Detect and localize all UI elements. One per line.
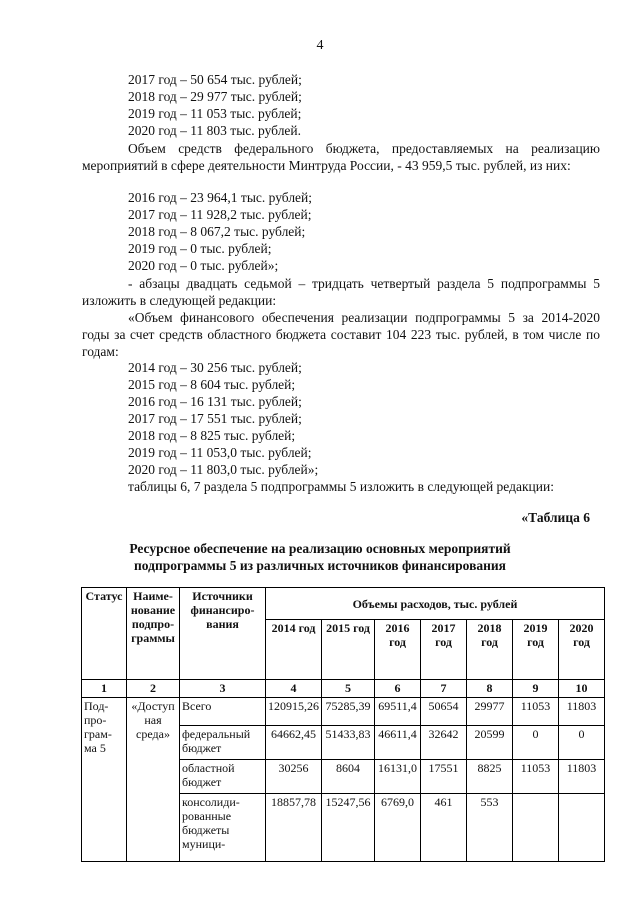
header-subprogram-name: Наиме- нование подпро- граммы: [127, 588, 180, 680]
value-cell: 50654: [421, 698, 467, 726]
value-cell: 11803: [559, 698, 605, 726]
header-year: 2014 год: [266, 620, 322, 680]
column-number: 5: [322, 680, 375, 698]
paragraph-federal-budget: Объем средств федерального бюджета, предоставляемых на реализацию мероприятий в сфере деятельности Минтруда России, - 43 959,5 тыс. рублей, из них:: [82, 141, 600, 173]
value-cell: 15247,56: [322, 794, 375, 862]
header-year: 2016 год: [375, 620, 421, 680]
value-cell: 16131,0: [375, 760, 421, 794]
value-cell: 75285,39: [322, 698, 375, 726]
value-cell: 0: [513, 726, 559, 760]
value-cell: 29977: [467, 698, 513, 726]
header-year: 2015 год: [322, 620, 375, 680]
list-item: 2017 год – 50 654 тыс. рублей;: [128, 72, 302, 87]
header-funding-sources: Источники финансиро- вания: [180, 588, 266, 680]
list-item: 2017 год – 11 928,2 тыс. рублей;: [128, 207, 312, 222]
header-status: Статус: [82, 588, 127, 680]
status-cell: Под- про- грам- ма 5: [82, 698, 127, 862]
source-cell: областной бюджет: [180, 760, 266, 794]
column-number: 2: [127, 680, 180, 698]
table-title-line: Ресурсное обеспечение на реализацию основных мероприятий: [129, 541, 511, 556]
list-item: 2014 год – 30 256 тыс. рублей;: [128, 360, 302, 375]
value-cell: 18857,78: [266, 794, 322, 862]
column-number: 8: [467, 680, 513, 698]
list-item: 2016 год – 23 964,1 тыс. рублей;: [128, 190, 313, 205]
value-cell: 11053: [513, 698, 559, 726]
header-year: 2020 год: [559, 620, 605, 680]
value-cell: 11803: [559, 760, 605, 794]
value-cell: 17551: [421, 760, 467, 794]
header-year: 2019 год: [513, 620, 559, 680]
header-year: 2018 год: [467, 620, 513, 680]
value-cell: 46611,4: [375, 726, 421, 760]
value-cell: 0: [559, 726, 605, 760]
header-year: 2017 год: [421, 620, 467, 680]
resource-table: [81, 587, 605, 862]
paragraph-tables: таблицы 6, 7 раздела 5 подпрограммы 5 изложить в следующей редакции:: [128, 479, 554, 494]
list-item: 2019 год – 11 053,0 тыс. рублей;: [128, 445, 312, 460]
list-item: 2017 год – 17 551 тыс. рублей;: [128, 411, 302, 426]
paragraph-amendment: - абзацы двадцать седьмой – тридцать четвертый раздела 5 подпрограммы 5 изложить в следующей редакции:: [82, 276, 600, 308]
list-item: 2019 год – 11 053 тыс. рублей;: [128, 106, 302, 121]
table-title: [0, 540, 640, 574]
column-number: 3: [180, 680, 266, 698]
column-number: 9: [513, 680, 559, 698]
list-item: 2015 год – 8 604 тыс. рублей;: [128, 377, 296, 392]
subprogram-name-cell: «Доступ ная среда»: [127, 698, 180, 862]
column-number: 1: [82, 680, 127, 698]
value-cell: 51433,83: [322, 726, 375, 760]
column-number: 7: [421, 680, 467, 698]
value-cell: 8604: [322, 760, 375, 794]
table-title-line: подпрограммы 5 из различных источников финансирования: [134, 558, 506, 573]
list-item: 2018 год – 8 825 тыс. рублей;: [128, 428, 296, 443]
source-cell: федеральный бюджет: [180, 726, 266, 760]
value-cell: 32642: [421, 726, 467, 760]
column-number: 6: [375, 680, 421, 698]
value-cell: 11053: [513, 760, 559, 794]
value-cell: 6769,0: [375, 794, 421, 862]
value-cell: [513, 794, 559, 862]
source-cell: консолиди- рованные бюджеты муници-: [180, 794, 266, 862]
value-cell: 8825: [467, 760, 513, 794]
header-volumes: Объемы расходов, тыс. рублей: [266, 588, 605, 620]
value-cell: 64662,45: [266, 726, 322, 760]
source-cell: Всего: [180, 698, 266, 726]
value-cell: 20599: [467, 726, 513, 760]
table-row: [82, 698, 605, 726]
list-item: 2019 год – 0 тыс. рублей;: [128, 241, 272, 256]
list-item: 2016 год – 16 131 тыс. рублей;: [128, 394, 302, 409]
value-cell: 69511,4: [375, 698, 421, 726]
value-cell: 461: [421, 794, 467, 862]
column-number: 10: [559, 680, 605, 698]
page-number: 4: [316, 38, 324, 53]
column-number: 4: [266, 680, 322, 698]
value-cell: 30256: [266, 760, 322, 794]
list-item: 2020 год – 11 803 тыс. рублей.: [128, 123, 302, 138]
list-item: 2020 год – 0 тыс. рублей»;: [128, 258, 279, 273]
paragraph-funding-volume: «Объем финансового обеспечения реализации подпрограммы 5 за 2014-2020 годы за счет средств областного бюджета составит 104 223 тыс. рублей, в том числе по годам:: [82, 310, 600, 359]
table-caption: «Таблица 6: [521, 510, 590, 525]
list-item: 2020 год – 11 803,0 тыс. рублей»;: [128, 462, 319, 477]
list-item: 2018 год – 29 977 тыс. рублей;: [128, 89, 302, 104]
value-cell: [559, 794, 605, 862]
value-cell: 120915,26: [266, 698, 322, 726]
value-cell: 553: [467, 794, 513, 862]
list-item: 2018 год – 8 067,2 тыс. рублей;: [128, 224, 306, 239]
